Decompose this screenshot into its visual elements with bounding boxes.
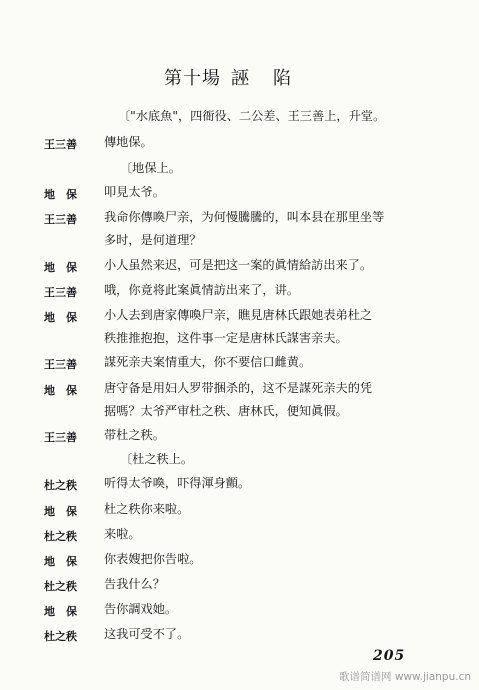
dialogue: 你表嫂把你告啦。 <box>104 552 202 566</box>
scene-name: 誣陷 <box>231 68 315 89</box>
scene-number: 第十場 <box>164 68 221 89</box>
speaker: 王三善 <box>44 286 77 299</box>
dialogue: 小人虽然来迟，可是把这一案的眞情給訪出来了。 <box>104 258 373 272</box>
speaker: 地 保 <box>44 311 77 324</box>
speaker: 地 保 <box>44 555 77 568</box>
dialogue: 告我什么？ <box>104 577 165 591</box>
page-number: 205 <box>373 648 406 664</box>
dialogue: 带杜之秩。 <box>104 428 165 442</box>
dialogue-continued: 据嗎？太爷严审杜之秩、唐林氏，便知眞假。 <box>104 404 348 418</box>
stage-direction: 〔地保上。 <box>120 161 181 175</box>
dialogue: 哦，你竟将此案眞情訪出来了，讲。 <box>104 283 299 297</box>
speaker: 杜之秩 <box>44 630 77 643</box>
speaker: 王三善 <box>44 431 77 444</box>
dialogue: 告你調戏她。 <box>104 602 178 616</box>
dialogue: 叩見太爷。 <box>104 185 165 199</box>
speaker: 杜之秩 <box>44 580 77 593</box>
dialogue: 这我可受不了。 <box>104 627 190 641</box>
speaker: 王三善 <box>44 358 77 371</box>
watermark: 歌谱简谱网 www.jianpu.cn <box>339 671 471 683</box>
dialogue: 我命你傳喚尸亲，为何慢騰騰的，叫本县在那里坐等 <box>104 210 385 224</box>
dialogue: 謀死亲夫案情重大，你不要信口雌黄。 <box>104 355 312 369</box>
dialogue: 傳地保。 <box>104 135 153 149</box>
dialogue: 来啦。 <box>104 527 141 541</box>
dialogue: 小人去到唐家傳喚尸亲，瞧見唐林氏跟她表弟杜之 <box>104 308 373 322</box>
dialogue-continued: 秩推推抱抱，这件事一定是唐林氏謀害亲夫。 <box>104 331 348 345</box>
speaker: 杜之秩 <box>44 530 77 543</box>
speaker: 地 保 <box>44 188 77 201</box>
speaker: 地 保 <box>44 505 77 518</box>
speaker: 地 保 <box>44 261 77 274</box>
stage-direction: 〔杜之秩上。 <box>120 452 194 466</box>
dialogue-continued: 多时，是何道理？ <box>104 233 202 247</box>
scene-title <box>0 64 479 90</box>
speaker: 王三善 <box>44 213 77 226</box>
dialogue: 杜之秩你来啦。 <box>104 502 190 516</box>
speaker: 王三善 <box>44 138 77 151</box>
speaker: 地 保 <box>44 384 77 397</box>
dialogue: 唐守备是用妇人罗带捆杀的，这不是謀死亲夫的凭 <box>104 381 373 395</box>
opening-stage-direction: 〔"水底魚"，四衙役、二公差、王三善上，升堂。 <box>118 109 386 123</box>
speaker: 杜之秩 <box>44 479 77 492</box>
speaker: 地 保 <box>44 605 77 618</box>
dialogue: 听得太爷喚，吓得渾身顫。 <box>104 476 251 490</box>
